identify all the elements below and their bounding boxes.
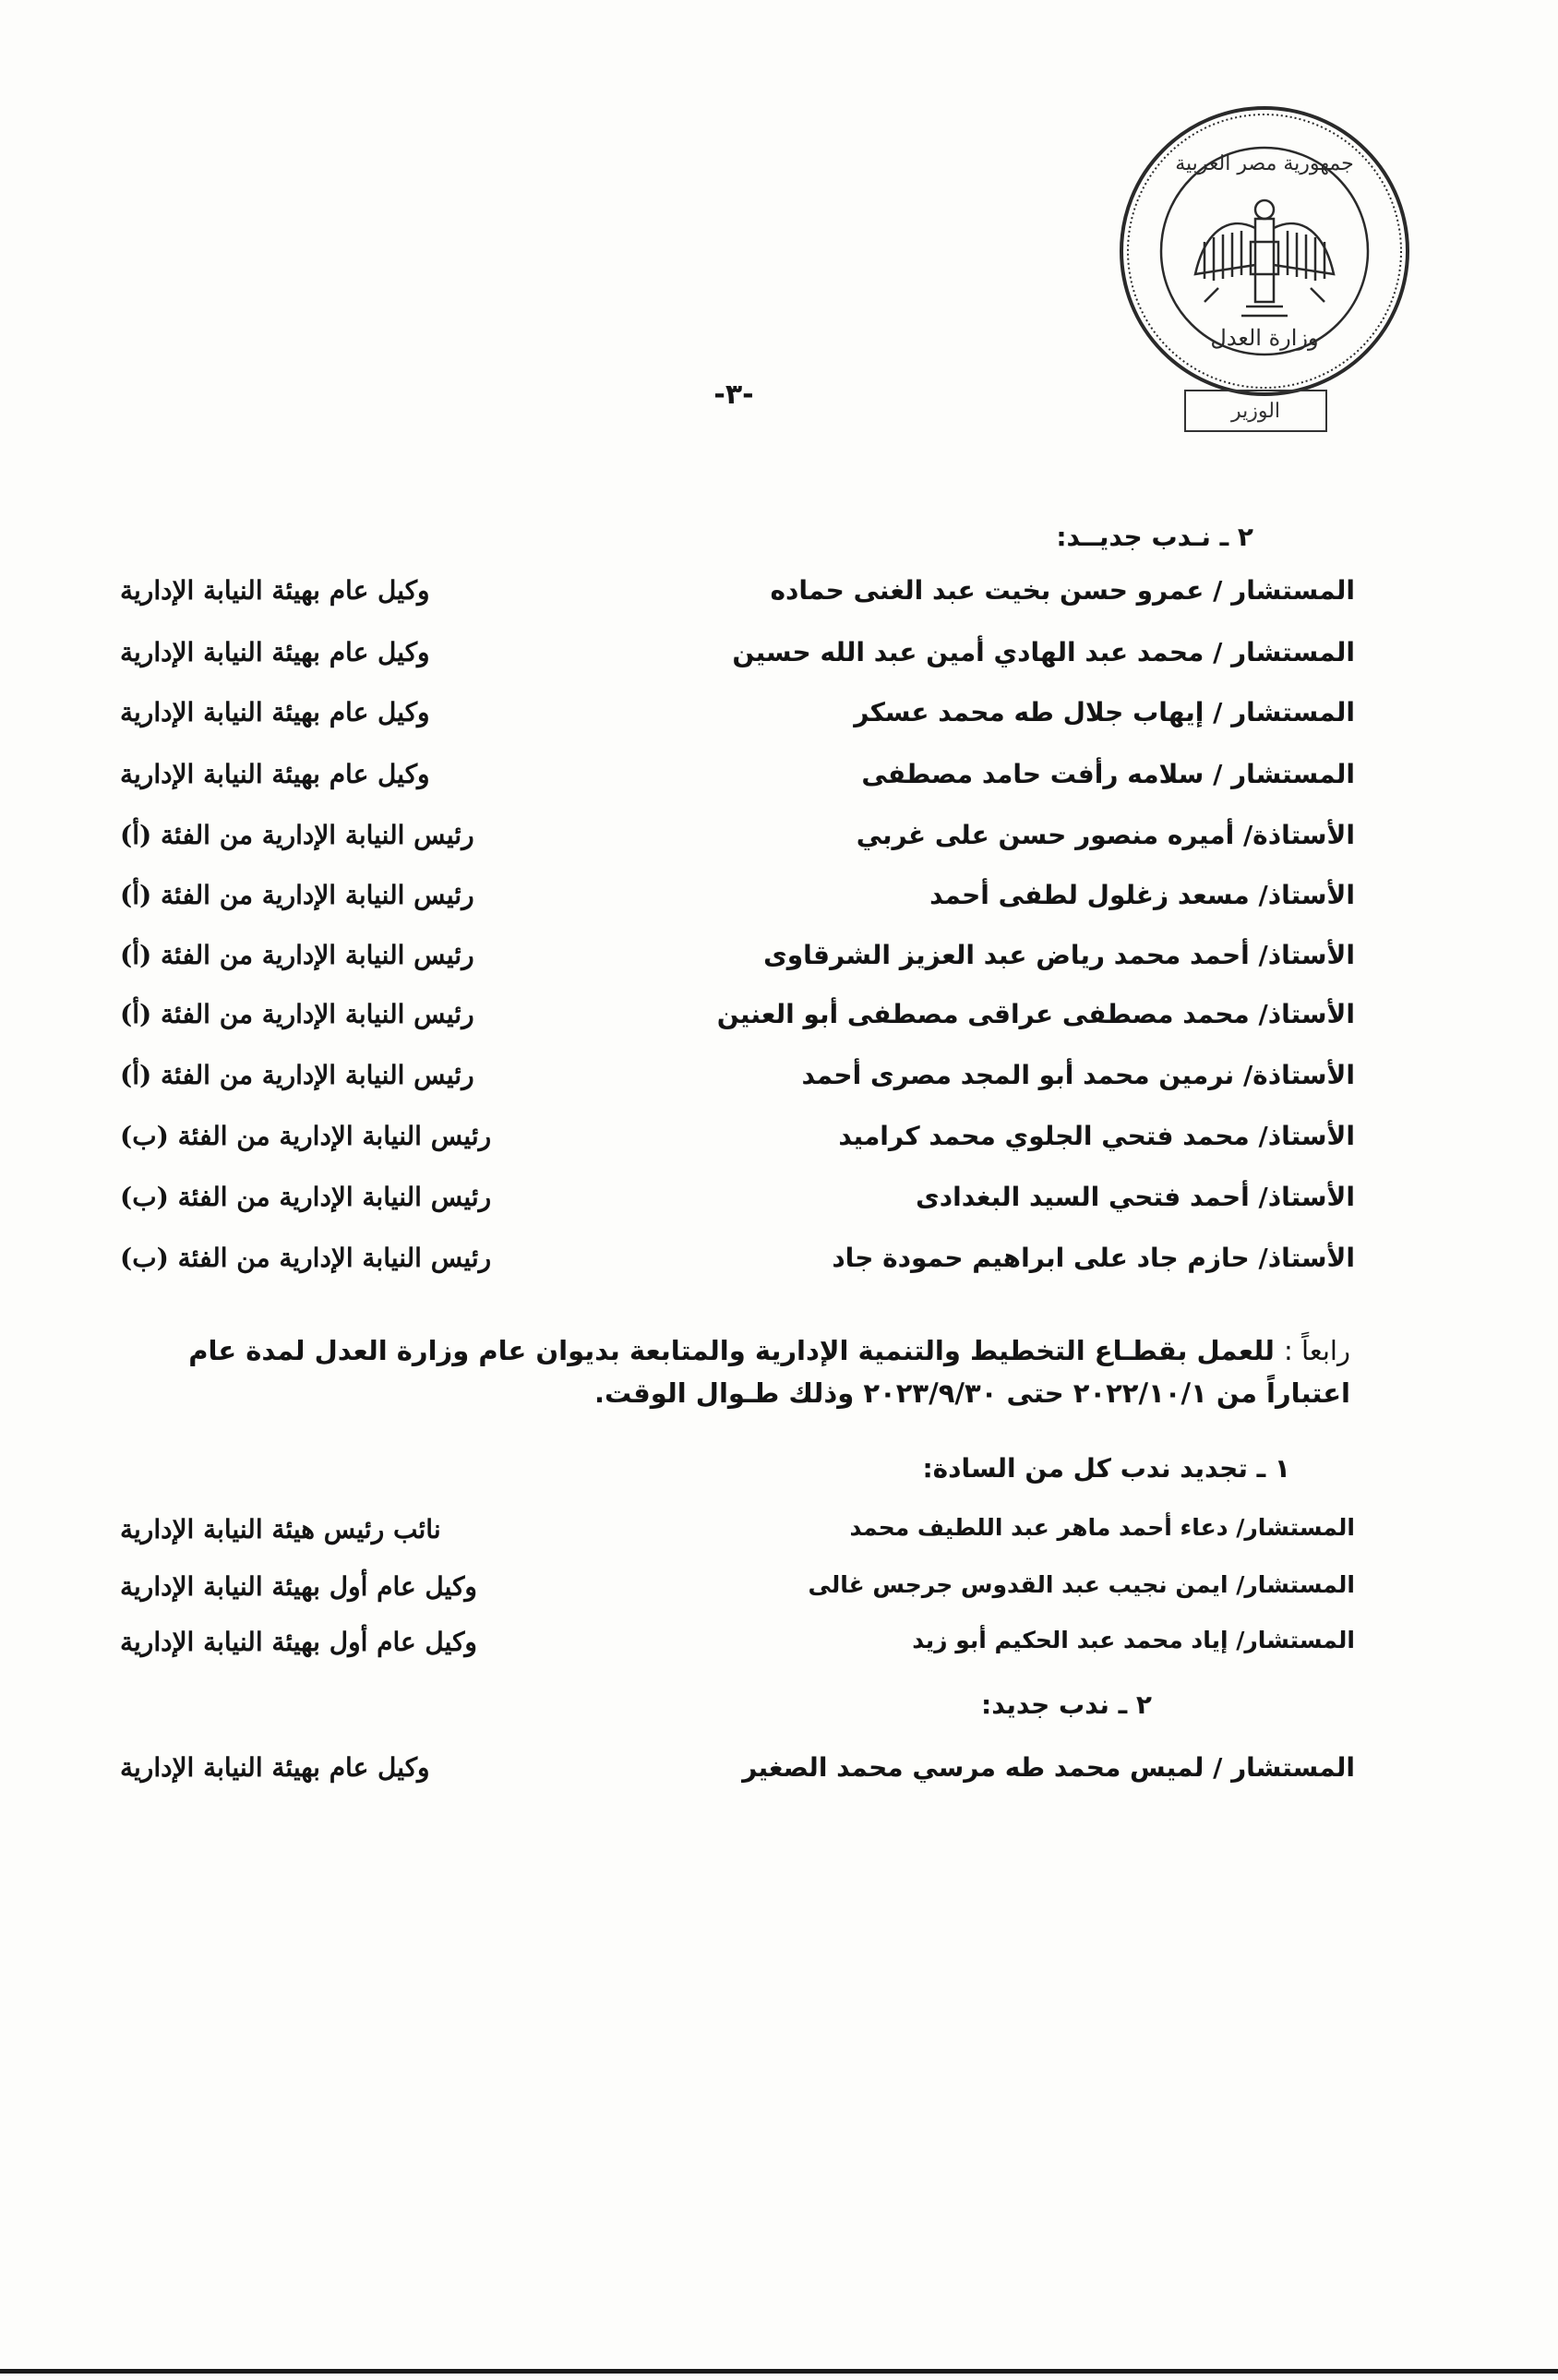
person-name: الأستاذ/ مسعد زغلول لطفى أحمد bbox=[929, 880, 1355, 910]
person-name: المستشار/ إياد محمد عبد الحكيم أبو زيد bbox=[912, 1627, 1355, 1653]
person-name: المستشار/ ايمن نجيب عبد القدوس جرجس غالى bbox=[808, 1571, 1355, 1598]
person-name: الأستاذة/ نرمين محمد أبو المجد مصرى أحمد bbox=[801, 1060, 1355, 1090]
person-title: رئيس النيابة الإدارية من الفئة (ب) bbox=[120, 1243, 492, 1273]
person-title: رئيس النيابة الإدارية من الفئة (أ) bbox=[120, 940, 474, 970]
list-item bbox=[120, 1571, 1355, 1619]
person-name: الأستاذ/ أحمد محمد رياض عبد العزيز الشرقاوى bbox=[763, 940, 1355, 970]
person-title: رئيس النيابة الإدارية من الفئة (أ) bbox=[120, 999, 474, 1029]
list-item bbox=[120, 880, 1355, 928]
page-bottom-rule bbox=[0, 2369, 1558, 2374]
list-item bbox=[120, 1182, 1355, 1230]
person-name: الأستاذ/ محمد فتحي الجلوي محمد كراميد bbox=[838, 1121, 1355, 1151]
person-title: وكيل عام بهيئة النيابة الإدارية bbox=[120, 697, 430, 727]
list-item bbox=[120, 759, 1355, 807]
seal-bottom-text: وزارة العدل bbox=[1210, 325, 1319, 351]
person-name: الأستاذ/ محمد مصطفى عراقى مصطفى أبو العنين bbox=[716, 999, 1355, 1029]
person-name: المستشار / سلامه رأفت حامد مصطفى bbox=[861, 759, 1355, 789]
eagle-icon bbox=[1195, 200, 1334, 316]
list-item bbox=[120, 940, 1355, 988]
list-item bbox=[120, 1752, 1355, 1800]
person-name: المستشار / عمرو حسن بخيت عبد الغنى حماده bbox=[770, 575, 1355, 606]
clause-lead: رابعاً : bbox=[1284, 1335, 1350, 1366]
person-name: الأستاذة/ أميره منصور حسن على غربي bbox=[856, 820, 1355, 850]
list-item bbox=[120, 1243, 1355, 1291]
clause-paragraph bbox=[129, 1329, 1350, 1414]
list-item bbox=[120, 1627, 1355, 1675]
person-title: رئيس النيابة الإدارية من الفئة (أ) bbox=[120, 820, 474, 850]
person-name: الأستاذ/ أحمد فتحي السيد البغدادى bbox=[916, 1182, 1355, 1212]
clause-text: للعمل بقطـاع التخطيط والتنمية الإدارية والمتابعة بديوان عام وزارة العدل لمدة عام اعتباراً من ٢٠٢٢/١٠/١ حتى ٢٠٢٣/٩/٣٠ وذلك طـوال الوقت. bbox=[188, 1335, 1350, 1409]
page-number: -٣- bbox=[713, 379, 754, 411]
person-title: نائب رئيس هيئة النيابة الإدارية bbox=[120, 1514, 441, 1545]
person-title: وكيل عام بهيئة النيابة الإدارية bbox=[120, 575, 430, 606]
list-item bbox=[120, 999, 1355, 1047]
ministry-of-justice-seal bbox=[1117, 103, 1412, 399]
person-title: رئيس النيابة الإدارية من الفئة (أ) bbox=[120, 880, 474, 910]
list-item bbox=[120, 820, 1355, 868]
list-item bbox=[120, 637, 1355, 685]
person-title: رئيس النيابة الإدارية من الفئة (ب) bbox=[120, 1121, 492, 1151]
person-title: وكيل عام بهيئة النيابة الإدارية bbox=[120, 1752, 430, 1783]
list-item bbox=[120, 1514, 1355, 1562]
person-title: وكيل عام بهيئة النيابة الإدارية bbox=[120, 637, 430, 667]
person-title: رئيس النيابة الإدارية من الفئة (ب) bbox=[120, 1182, 492, 1212]
person-title: وكيل عام أول بهيئة النيابة الإدارية bbox=[120, 1627, 477, 1657]
list-item bbox=[120, 1121, 1355, 1169]
person-name: المستشار / إيهاب جلال طه محمد عسكر bbox=[854, 697, 1355, 727]
seal-top-text: جمهورية مصر العربية bbox=[1175, 152, 1354, 175]
person-name: المستشار / محمد عبد الهادي أمين عبد الله حسين bbox=[732, 637, 1355, 667]
person-title: وكيل عام بهيئة النيابة الإدارية bbox=[120, 759, 430, 789]
person-title: رئيس النيابة الإدارية من الفئة (أ) bbox=[120, 1060, 474, 1090]
section-heading-new-assignment: ٢ ـ نـدب جديــد: bbox=[1056, 522, 1253, 552]
minister-label-box bbox=[1184, 390, 1327, 432]
list-item bbox=[120, 575, 1355, 623]
section-heading-new-assignment-2: ٢ ـ ندب جديد: bbox=[981, 1689, 1152, 1720]
list-item bbox=[120, 697, 1355, 745]
section-heading-renewal: ١ ـ تجديد ندب كل من السادة: bbox=[922, 1453, 1290, 1484]
list-item bbox=[120, 1060, 1355, 1108]
person-title: وكيل عام أول بهيئة النيابة الإدارية bbox=[120, 1571, 477, 1602]
person-name: المستشار / لميس محمد طه مرسي محمد الصغير bbox=[742, 1752, 1355, 1783]
person-name: المستشار/ دعاء أحمد ماهر عبد اللطيف محمد bbox=[849, 1514, 1355, 1541]
person-name: الأستاذ/ حازم جاد على ابراهيم حمودة جاد bbox=[832, 1243, 1355, 1273]
minister-label: الوزير bbox=[1230, 399, 1281, 423]
